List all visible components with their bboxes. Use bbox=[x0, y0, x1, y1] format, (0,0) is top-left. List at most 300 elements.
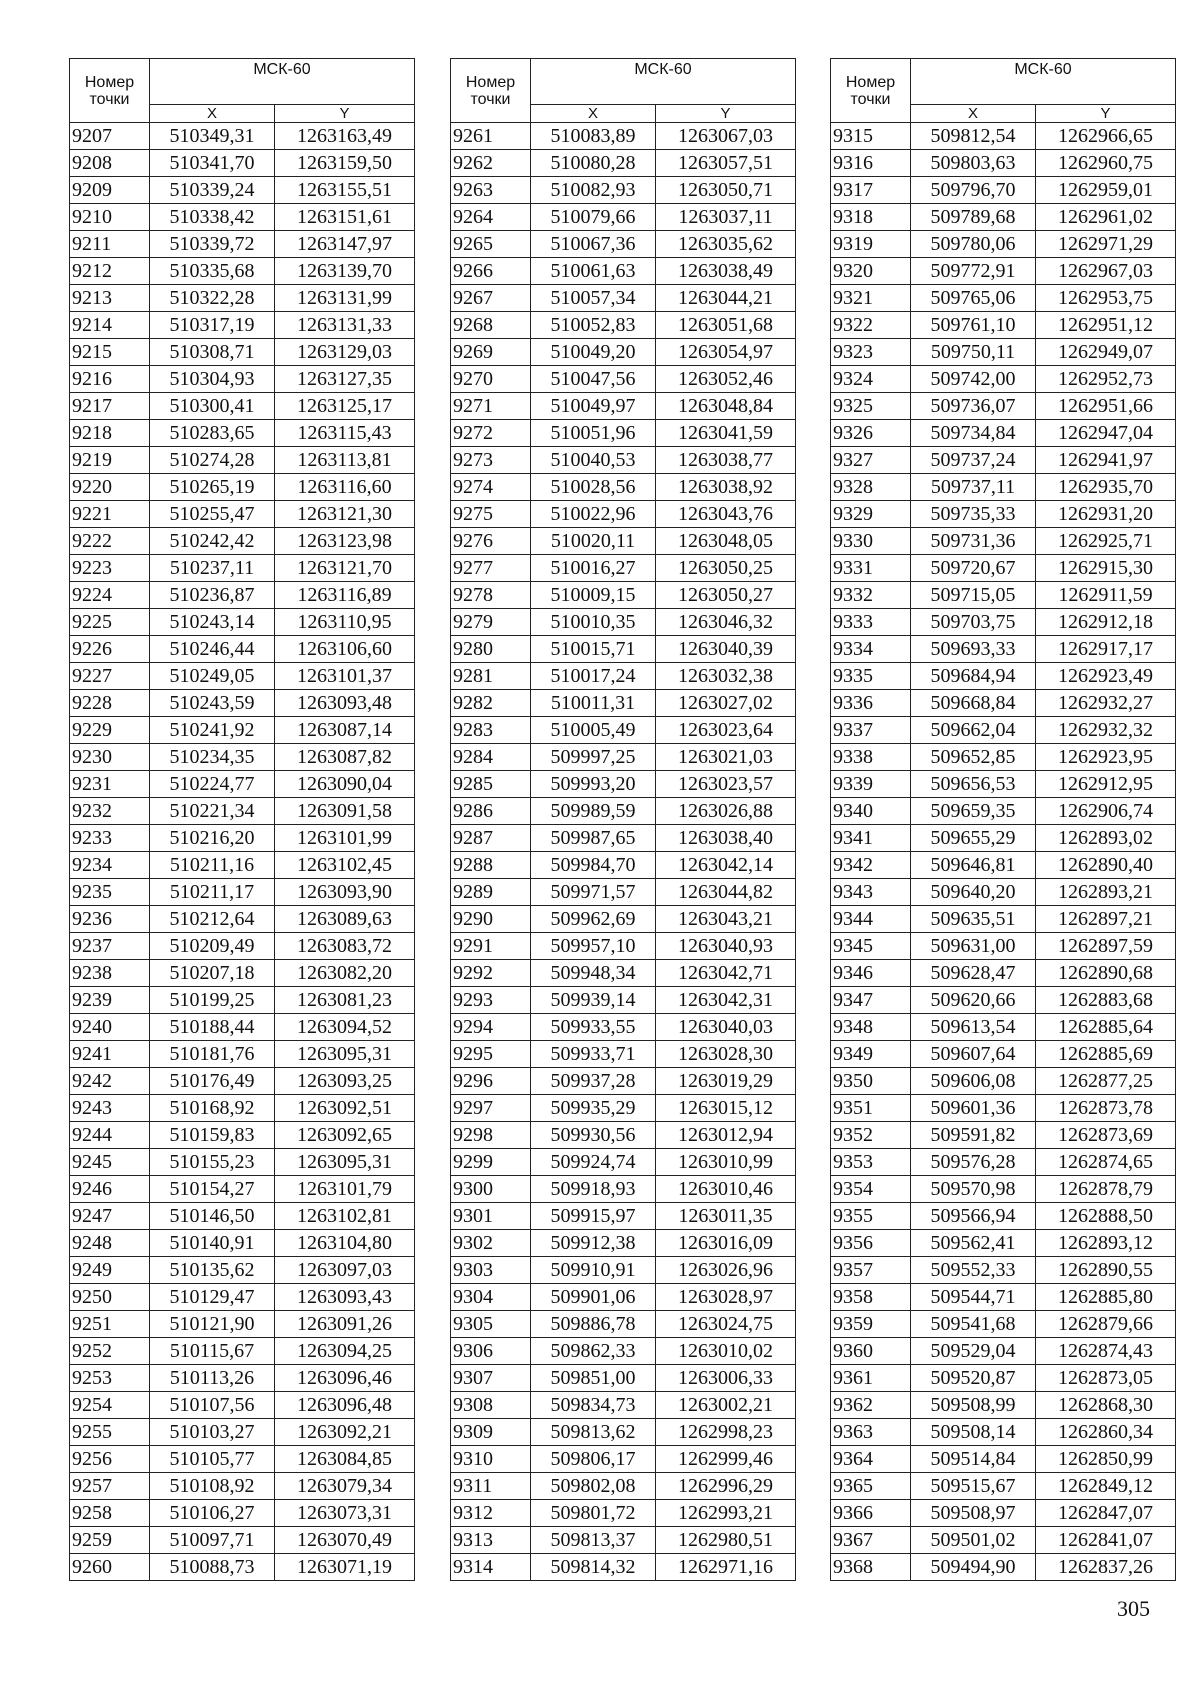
x-coordinate-cell: 509984,70 bbox=[531, 852, 656, 879]
x-coordinate-cell: 509957,10 bbox=[531, 933, 656, 960]
x-coordinate-cell: 510255,47 bbox=[150, 501, 275, 528]
point-number-cell: 9227 bbox=[70, 663, 150, 690]
x-coordinate-cell: 509668,84 bbox=[911, 690, 1036, 717]
table-row bbox=[831, 1230, 1176, 1257]
y-coordinate-cell: 1263050,71 bbox=[656, 177, 796, 204]
point-number-cell: 9266 bbox=[451, 258, 531, 285]
point-number-cell: 9287 bbox=[451, 825, 531, 852]
x-coordinate-cell: 510241,92 bbox=[150, 717, 275, 744]
y-coordinate-cell: 1262888,50 bbox=[1036, 1203, 1176, 1230]
point-number-cell: 9288 bbox=[451, 852, 531, 879]
y-coordinate-cell: 1263131,99 bbox=[275, 285, 415, 312]
x-coordinate-cell: 509734,84 bbox=[911, 420, 1036, 447]
x-coordinate-cell: 509508,99 bbox=[911, 1392, 1036, 1419]
x-coordinate-cell: 510304,93 bbox=[150, 366, 275, 393]
y-coordinate-cell: 1263051,68 bbox=[656, 312, 796, 339]
x-coordinate-cell: 510317,19 bbox=[150, 312, 275, 339]
point-number-cell: 9334 bbox=[831, 636, 911, 663]
x-coordinate-cell: 509915,97 bbox=[531, 1203, 656, 1230]
table-row bbox=[451, 1149, 796, 1176]
point-number-cell: 9244 bbox=[70, 1122, 150, 1149]
table-row bbox=[831, 1284, 1176, 1311]
x-coordinate-cell: 509562,41 bbox=[911, 1230, 1036, 1257]
x-coordinate-cell: 509742,00 bbox=[911, 366, 1036, 393]
y-coordinate-cell: 1262998,23 bbox=[656, 1419, 796, 1446]
y-coordinate-cell: 1263096,46 bbox=[275, 1365, 415, 1392]
x-coordinate-cell: 509910,91 bbox=[531, 1257, 656, 1284]
point-number-cell: 9210 bbox=[70, 204, 150, 231]
x-coordinate-cell: 509813,37 bbox=[531, 1527, 656, 1554]
table-row bbox=[831, 717, 1176, 744]
y-coordinate-cell: 1262932,32 bbox=[1036, 717, 1176, 744]
point-number-cell: 9257 bbox=[70, 1473, 150, 1500]
table-row bbox=[70, 1068, 415, 1095]
x-coordinate-cell: 510341,70 bbox=[150, 150, 275, 177]
x-column-header: X bbox=[911, 105, 1036, 123]
x-coordinate-cell: 510047,56 bbox=[531, 366, 656, 393]
point-number-cell: 9264 bbox=[451, 204, 531, 231]
y-column-header: Y bbox=[275, 105, 415, 123]
table-row bbox=[451, 960, 796, 987]
table-row bbox=[831, 852, 1176, 879]
x-coordinate-cell: 510322,28 bbox=[150, 285, 275, 312]
table-row bbox=[451, 366, 796, 393]
table-row bbox=[831, 420, 1176, 447]
y-coordinate-cell: 1263040,03 bbox=[656, 1014, 796, 1041]
x-coordinate-cell: 510216,20 bbox=[150, 825, 275, 852]
point-number-cell: 9263 bbox=[451, 177, 531, 204]
table-row bbox=[70, 1014, 415, 1041]
x-coordinate-cell: 509607,64 bbox=[911, 1041, 1036, 1068]
table-row bbox=[70, 339, 415, 366]
y-coordinate-cell: 1263127,35 bbox=[275, 366, 415, 393]
point-number-cell: 9363 bbox=[831, 1419, 911, 1446]
x-coordinate-cell: 510335,68 bbox=[150, 258, 275, 285]
point-number-cell: 9325 bbox=[831, 393, 911, 420]
y-coordinate-cell: 1263043,76 bbox=[656, 501, 796, 528]
x-coordinate-cell: 510108,92 bbox=[150, 1473, 275, 1500]
table-row bbox=[831, 960, 1176, 987]
x-coordinate-cell: 509731,36 bbox=[911, 528, 1036, 555]
table-row bbox=[70, 582, 415, 609]
table-row bbox=[451, 717, 796, 744]
table-row bbox=[831, 906, 1176, 933]
y-coordinate-cell: 1263093,25 bbox=[275, 1068, 415, 1095]
x-coordinate-cell: 510009,15 bbox=[531, 582, 656, 609]
table-row bbox=[70, 771, 415, 798]
x-coordinate-cell: 510022,96 bbox=[531, 501, 656, 528]
y-coordinate-cell: 1262890,40 bbox=[1036, 852, 1176, 879]
x-coordinate-cell: 509935,29 bbox=[531, 1095, 656, 1122]
table-row bbox=[831, 1527, 1176, 1554]
y-coordinate-cell: 1263129,03 bbox=[275, 339, 415, 366]
y-coordinate-cell: 1263089,63 bbox=[275, 906, 415, 933]
point-number-cell: 9341 bbox=[831, 825, 911, 852]
x-coordinate-cell: 510146,50 bbox=[150, 1203, 275, 1230]
table-row bbox=[831, 1176, 1176, 1203]
table-row bbox=[70, 1554, 415, 1581]
x-coordinate-cell: 510188,44 bbox=[150, 1014, 275, 1041]
y-coordinate-cell: 1262841,07 bbox=[1036, 1527, 1176, 1554]
table-row bbox=[831, 825, 1176, 852]
table-row bbox=[451, 1527, 796, 1554]
point-number-cell: 9328 bbox=[831, 474, 911, 501]
table-row bbox=[451, 474, 796, 501]
x-coordinate-cell: 510339,24 bbox=[150, 177, 275, 204]
y-coordinate-cell: 1263159,50 bbox=[275, 150, 415, 177]
table-row bbox=[70, 501, 415, 528]
table-row bbox=[70, 1527, 415, 1554]
table-row bbox=[831, 636, 1176, 663]
y-coordinate-cell: 1263038,77 bbox=[656, 447, 796, 474]
y-coordinate-cell: 1263038,40 bbox=[656, 825, 796, 852]
x-coordinate-cell: 509652,85 bbox=[911, 744, 1036, 771]
table-row bbox=[831, 798, 1176, 825]
table-row bbox=[451, 933, 796, 960]
point-number-cell: 9239 bbox=[70, 987, 150, 1014]
point-number-cell: 9366 bbox=[831, 1500, 911, 1527]
table-row bbox=[451, 798, 796, 825]
point-number-cell: 9356 bbox=[831, 1230, 911, 1257]
y-coordinate-cell: 1263131,33 bbox=[275, 312, 415, 339]
y-coordinate-cell: 1263110,95 bbox=[275, 609, 415, 636]
point-number-cell: 9355 bbox=[831, 1203, 911, 1230]
table-row bbox=[70, 1446, 415, 1473]
point-number-cell: 9305 bbox=[451, 1311, 531, 1338]
x-coordinate-cell: 510040,53 bbox=[531, 447, 656, 474]
y-coordinate-cell: 1263083,72 bbox=[275, 933, 415, 960]
y-coordinate-cell: 1263092,65 bbox=[275, 1122, 415, 1149]
x-column-header: X bbox=[150, 105, 275, 123]
point-number-cell: 9342 bbox=[831, 852, 911, 879]
table-row bbox=[451, 177, 796, 204]
point-number-cell: 9269 bbox=[451, 339, 531, 366]
y-coordinate-cell: 1263081,23 bbox=[275, 987, 415, 1014]
point-number-cell: 9345 bbox=[831, 933, 911, 960]
x-coordinate-cell: 509806,17 bbox=[531, 1446, 656, 1473]
x-coordinate-cell: 509566,94 bbox=[911, 1203, 1036, 1230]
y-coordinate-cell: 1263021,03 bbox=[656, 744, 796, 771]
table-row bbox=[831, 879, 1176, 906]
table-row bbox=[831, 1554, 1176, 1581]
x-coordinate-cell: 509606,08 bbox=[911, 1068, 1036, 1095]
table-row bbox=[451, 1446, 796, 1473]
table-row bbox=[451, 285, 796, 312]
x-coordinate-cell: 510080,28 bbox=[531, 150, 656, 177]
point-number-cell: 9268 bbox=[451, 312, 531, 339]
x-coordinate-cell: 509933,71 bbox=[531, 1041, 656, 1068]
y-column-header: Y bbox=[656, 105, 796, 123]
x-coordinate-cell: 509780,06 bbox=[911, 231, 1036, 258]
y-coordinate-cell: 1263104,80 bbox=[275, 1230, 415, 1257]
point-number-cell: 9271 bbox=[451, 393, 531, 420]
point-number-cell: 9318 bbox=[831, 204, 911, 231]
point-number-cell: 9307 bbox=[451, 1365, 531, 1392]
point-number-cell: 9330 bbox=[831, 528, 911, 555]
point-number-cell: 9336 bbox=[831, 690, 911, 717]
y-coordinate-cell: 1262868,30 bbox=[1036, 1392, 1176, 1419]
y-coordinate-cell: 1262971,16 bbox=[656, 1554, 796, 1581]
x-coordinate-cell: 509937,28 bbox=[531, 1068, 656, 1095]
point-number-cell: 9343 bbox=[831, 879, 911, 906]
table-row bbox=[831, 987, 1176, 1014]
y-coordinate-cell: 1262915,30 bbox=[1036, 555, 1176, 582]
x-coordinate-cell: 510154,27 bbox=[150, 1176, 275, 1203]
y-coordinate-cell: 1263087,14 bbox=[275, 717, 415, 744]
y-coordinate-cell: 1263048,05 bbox=[656, 528, 796, 555]
table-row bbox=[70, 1203, 415, 1230]
x-coordinate-cell: 509737,11 bbox=[911, 474, 1036, 501]
table-row bbox=[70, 420, 415, 447]
y-coordinate-cell: 1263097,03 bbox=[275, 1257, 415, 1284]
x-coordinate-cell: 510221,34 bbox=[150, 798, 275, 825]
table-row bbox=[70, 1176, 415, 1203]
x-coordinate-cell: 510234,35 bbox=[150, 744, 275, 771]
table-row bbox=[451, 906, 796, 933]
table-row bbox=[70, 933, 415, 960]
point-number-cell: 9234 bbox=[70, 852, 150, 879]
point-number-cell: 9322 bbox=[831, 312, 911, 339]
x-coordinate-cell: 509813,62 bbox=[531, 1419, 656, 1446]
x-coordinate-cell: 510211,16 bbox=[150, 852, 275, 879]
x-coordinate-cell: 510051,96 bbox=[531, 420, 656, 447]
y-coordinate-cell: 1262953,75 bbox=[1036, 285, 1176, 312]
point-number-cell: 9365 bbox=[831, 1473, 911, 1500]
table-row bbox=[451, 1257, 796, 1284]
y-coordinate-cell: 1262935,70 bbox=[1036, 474, 1176, 501]
table-row bbox=[70, 1257, 415, 1284]
y-coordinate-cell: 1263116,89 bbox=[275, 582, 415, 609]
x-coordinate-cell: 510283,65 bbox=[150, 420, 275, 447]
y-coordinate-cell: 1262911,59 bbox=[1036, 582, 1176, 609]
y-coordinate-cell: 1263057,51 bbox=[656, 150, 796, 177]
table-row bbox=[831, 285, 1176, 312]
x-coordinate-cell: 510243,14 bbox=[150, 609, 275, 636]
y-coordinate-cell: 1263016,09 bbox=[656, 1230, 796, 1257]
point-number-cell: 9354 bbox=[831, 1176, 911, 1203]
point-number-cell: 9283 bbox=[451, 717, 531, 744]
y-coordinate-cell: 1262874,43 bbox=[1036, 1338, 1176, 1365]
y-coordinate-cell: 1263040,39 bbox=[656, 636, 796, 663]
point-number-cell: 9222 bbox=[70, 528, 150, 555]
x-coordinate-cell: 510011,31 bbox=[531, 690, 656, 717]
x-coordinate-cell: 509576,28 bbox=[911, 1149, 1036, 1176]
table-row bbox=[70, 1473, 415, 1500]
point-number-cell: 9306 bbox=[451, 1338, 531, 1365]
point-number-cell: 9360 bbox=[831, 1338, 911, 1365]
y-coordinate-cell: 1263042,14 bbox=[656, 852, 796, 879]
table-row bbox=[831, 1473, 1176, 1500]
y-coordinate-cell: 1262885,64 bbox=[1036, 1014, 1176, 1041]
point-number-cell: 9254 bbox=[70, 1392, 150, 1419]
table-row bbox=[831, 1500, 1176, 1527]
point-number-cell: 9346 bbox=[831, 960, 911, 987]
point-number-cell: 9219 bbox=[70, 447, 150, 474]
point-number-cell: 9279 bbox=[451, 609, 531, 636]
point-number-cell: 9308 bbox=[451, 1392, 531, 1419]
table-row bbox=[831, 204, 1176, 231]
table-row bbox=[70, 960, 415, 987]
point-number-cell: 9335 bbox=[831, 663, 911, 690]
x-column-header: X bbox=[531, 105, 656, 123]
table-row bbox=[831, 447, 1176, 474]
table-row bbox=[451, 420, 796, 447]
table-row bbox=[451, 501, 796, 528]
y-coordinate-cell: 1263091,58 bbox=[275, 798, 415, 825]
point-number-cell: 9315 bbox=[831, 123, 911, 150]
x-coordinate-cell: 509971,57 bbox=[531, 879, 656, 906]
point-number-cell: 9267 bbox=[451, 285, 531, 312]
x-coordinate-cell: 509684,94 bbox=[911, 663, 1036, 690]
table-row bbox=[70, 150, 415, 177]
table-row bbox=[451, 1122, 796, 1149]
table-row bbox=[451, 1068, 796, 1095]
y-coordinate-cell: 1262893,02 bbox=[1036, 825, 1176, 852]
point-number-cell: 9321 bbox=[831, 285, 911, 312]
y-coordinate-cell: 1263090,04 bbox=[275, 771, 415, 798]
y-coordinate-cell: 1263092,21 bbox=[275, 1419, 415, 1446]
x-coordinate-cell: 509736,07 bbox=[911, 393, 1036, 420]
y-coordinate-cell: 1263094,25 bbox=[275, 1338, 415, 1365]
x-coordinate-cell: 509515,67 bbox=[911, 1473, 1036, 1500]
point-number-cell: 9359 bbox=[831, 1311, 911, 1338]
x-coordinate-cell: 509494,90 bbox=[911, 1554, 1036, 1581]
point-number-cell: 9225 bbox=[70, 609, 150, 636]
table-row bbox=[831, 474, 1176, 501]
point-number-cell: 9337 bbox=[831, 717, 911, 744]
x-coordinate-cell: 510224,77 bbox=[150, 771, 275, 798]
y-coordinate-cell: 1263067,03 bbox=[656, 123, 796, 150]
x-coordinate-cell: 510129,47 bbox=[150, 1284, 275, 1311]
point-number-cell: 9353 bbox=[831, 1149, 911, 1176]
x-coordinate-cell: 509508,97 bbox=[911, 1500, 1036, 1527]
y-coordinate-cell: 1263093,43 bbox=[275, 1284, 415, 1311]
y-coordinate-cell: 1263096,48 bbox=[275, 1392, 415, 1419]
x-coordinate-cell: 510105,77 bbox=[150, 1446, 275, 1473]
x-coordinate-cell: 509646,81 bbox=[911, 852, 1036, 879]
point-number-cell: 9331 bbox=[831, 555, 911, 582]
x-coordinate-cell: 510246,44 bbox=[150, 636, 275, 663]
y-coordinate-cell: 1263093,90 bbox=[275, 879, 415, 906]
table-row bbox=[451, 879, 796, 906]
y-coordinate-cell: 1262993,21 bbox=[656, 1500, 796, 1527]
y-coordinate-cell: 1263023,64 bbox=[656, 717, 796, 744]
y-coordinate-cell: 1263038,92 bbox=[656, 474, 796, 501]
y-coordinate-cell: 1262850,99 bbox=[1036, 1446, 1176, 1473]
x-coordinate-cell: 510243,59 bbox=[150, 690, 275, 717]
page-number: 305 bbox=[1117, 1596, 1150, 1621]
table-row bbox=[831, 771, 1176, 798]
x-coordinate-cell: 509997,25 bbox=[531, 744, 656, 771]
point-number-cell: 9277 bbox=[451, 555, 531, 582]
point-number-cell: 9249 bbox=[70, 1257, 150, 1284]
x-coordinate-cell: 510212,64 bbox=[150, 906, 275, 933]
table-row bbox=[451, 825, 796, 852]
table-row bbox=[451, 1500, 796, 1527]
table-row bbox=[70, 744, 415, 771]
y-coordinate-cell: 1262947,04 bbox=[1036, 420, 1176, 447]
coordinate-system-header: МСК-60 bbox=[150, 59, 415, 105]
x-coordinate-cell: 510159,83 bbox=[150, 1122, 275, 1149]
table-row bbox=[70, 690, 415, 717]
y-coordinate-cell: 1263054,97 bbox=[656, 339, 796, 366]
point-number-cell: 9338 bbox=[831, 744, 911, 771]
x-coordinate-cell: 510005,49 bbox=[531, 717, 656, 744]
point-number-cell: 9295 bbox=[451, 1041, 531, 1068]
y-coordinate-cell: 1262878,79 bbox=[1036, 1176, 1176, 1203]
coordinate-system-header: МСК-60 bbox=[911, 59, 1176, 105]
point-number-cell: 9367 bbox=[831, 1527, 911, 1554]
point-number-cell: 9316 bbox=[831, 150, 911, 177]
y-coordinate-cell: 1263032,38 bbox=[656, 663, 796, 690]
table-row bbox=[451, 555, 796, 582]
table-row bbox=[831, 582, 1176, 609]
coordinates-table-2 bbox=[450, 58, 796, 1581]
y-coordinate-cell: 1262960,75 bbox=[1036, 150, 1176, 177]
table-row bbox=[70, 879, 415, 906]
x-coordinate-cell: 509635,51 bbox=[911, 906, 1036, 933]
table-row bbox=[70, 1365, 415, 1392]
table-row bbox=[70, 1095, 415, 1122]
table-row bbox=[451, 1230, 796, 1257]
point-number-cell: 9243 bbox=[70, 1095, 150, 1122]
y-coordinate-cell: 1263082,20 bbox=[275, 960, 415, 987]
point-number-cell: 9293 bbox=[451, 987, 531, 1014]
y-coordinate-cell: 1263011,35 bbox=[656, 1203, 796, 1230]
point-number-cell: 9311 bbox=[451, 1473, 531, 1500]
x-coordinate-cell: 509552,33 bbox=[911, 1257, 1036, 1284]
x-coordinate-cell: 510209,49 bbox=[150, 933, 275, 960]
point-number-cell: 9230 bbox=[70, 744, 150, 771]
table-row bbox=[451, 1203, 796, 1230]
table-row bbox=[70, 177, 415, 204]
table-row bbox=[831, 150, 1176, 177]
x-coordinate-cell: 510017,24 bbox=[531, 663, 656, 690]
x-coordinate-cell: 509570,98 bbox=[911, 1176, 1036, 1203]
x-coordinate-cell: 510016,27 bbox=[531, 555, 656, 582]
point-number-cell: 9300 bbox=[451, 1176, 531, 1203]
x-coordinate-cell: 510168,92 bbox=[150, 1095, 275, 1122]
point-number-cell: 9262 bbox=[451, 150, 531, 177]
point-number-cell: 9351 bbox=[831, 1095, 911, 1122]
table-row bbox=[831, 1203, 1176, 1230]
point-number-cell: 9301 bbox=[451, 1203, 531, 1230]
x-coordinate-cell: 510236,87 bbox=[150, 582, 275, 609]
y-coordinate-cell: 1262847,07 bbox=[1036, 1500, 1176, 1527]
y-coordinate-cell: 1262996,29 bbox=[656, 1473, 796, 1500]
point-number-cell: 9348 bbox=[831, 1014, 911, 1041]
x-coordinate-cell: 509862,33 bbox=[531, 1338, 656, 1365]
point-number-cell: 9207 bbox=[70, 123, 150, 150]
table-row bbox=[70, 1284, 415, 1311]
table-row bbox=[70, 1041, 415, 1068]
x-coordinate-cell: 509789,68 bbox=[911, 204, 1036, 231]
point-number-cell: 9314 bbox=[451, 1554, 531, 1581]
table-row bbox=[831, 1365, 1176, 1392]
y-coordinate-cell: 1263043,21 bbox=[656, 906, 796, 933]
y-coordinate-cell: 1263155,51 bbox=[275, 177, 415, 204]
y-coordinate-cell: 1263038,49 bbox=[656, 258, 796, 285]
table-row bbox=[831, 393, 1176, 420]
point-number-cell: 9240 bbox=[70, 1014, 150, 1041]
y-coordinate-cell: 1263084,85 bbox=[275, 1446, 415, 1473]
y-coordinate-cell: 1263046,32 bbox=[656, 609, 796, 636]
point-number-cell: 9347 bbox=[831, 987, 911, 1014]
y-coordinate-cell: 1263012,94 bbox=[656, 1122, 796, 1149]
y-coordinate-cell: 1263028,97 bbox=[656, 1284, 796, 1311]
point-number-cell: 9214 bbox=[70, 312, 150, 339]
y-coordinate-cell: 1263026,88 bbox=[656, 798, 796, 825]
